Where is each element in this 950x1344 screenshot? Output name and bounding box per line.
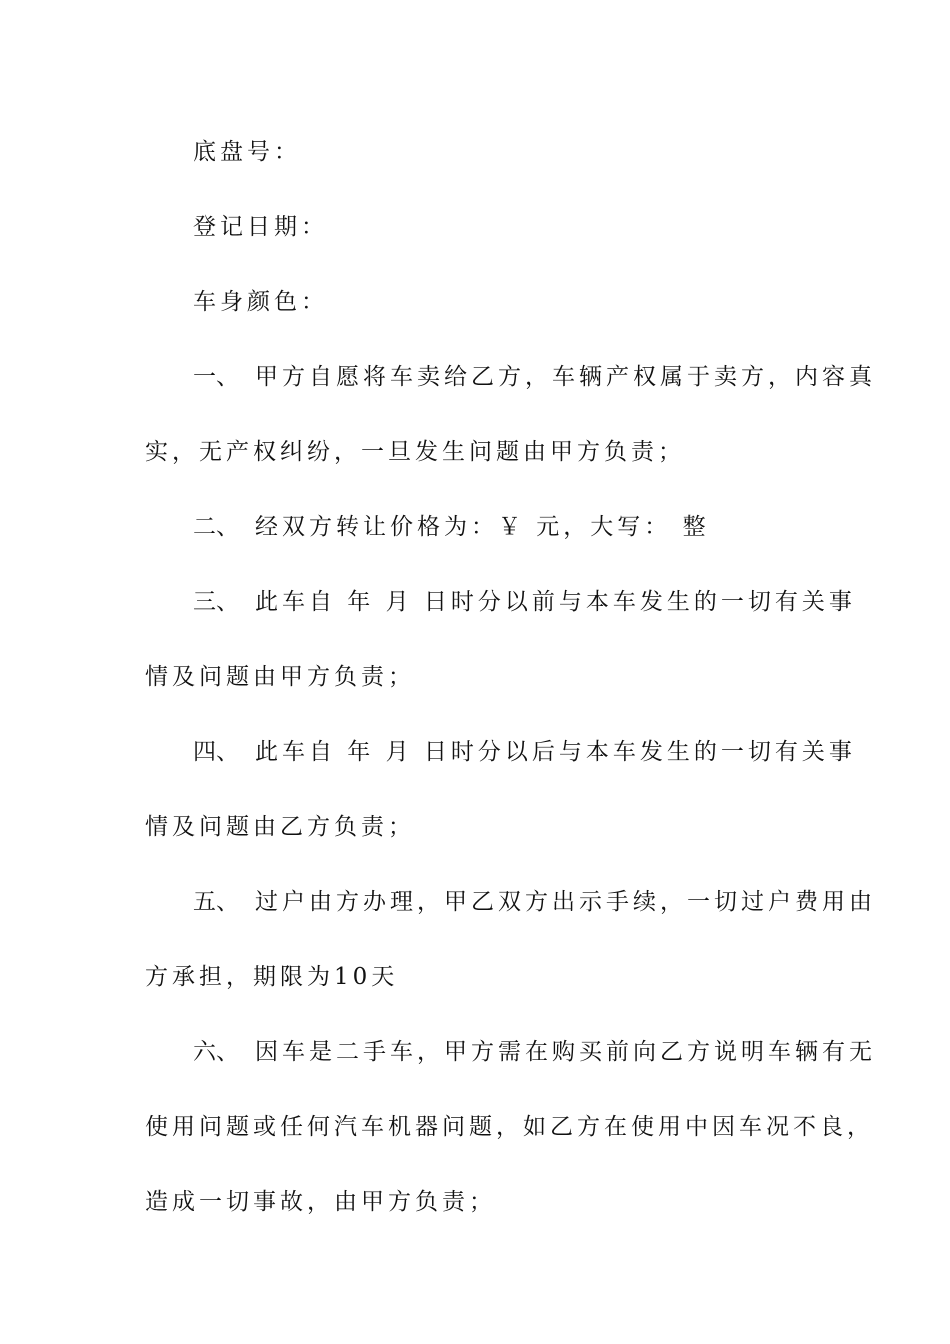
clause-5-line-2: 方承担，期限为10天 <box>145 964 399 990</box>
clause-2-text: 经双方转让价格为：￥ 元，大写： 整 <box>255 514 710 540</box>
clause-4-line-2: 情及问题由乙方负责； <box>145 814 415 840</box>
clause-1-number: 一、 <box>193 364 239 390</box>
clause-1-text: 甲方自愿将车卖给乙方，车辆产权属于卖方，内容真 <box>255 364 876 390</box>
registration-date-field: 登记日期： <box>193 214 328 240</box>
body-color-field: 车身颜色： <box>193 289 328 315</box>
clause-1-line-1 <box>193 362 876 392</box>
clause-4-line-1 <box>193 737 873 767</box>
clause-5-line-1 <box>193 887 876 917</box>
chassis-number-field: 底盘号： <box>193 139 301 165</box>
clause-5-number: 五、 <box>193 889 239 915</box>
clause-6-line-3: 造成一切事故，由甲方负责； <box>145 1189 496 1215</box>
clause-3-line-2: 情及问题由甲方负责； <box>145 664 415 690</box>
clause-2-number: 二、 <box>193 514 239 540</box>
clause-6-line-1 <box>193 1037 876 1067</box>
clause-6-number: 六、 <box>193 1039 239 1065</box>
clause-5-text: 过户由方办理，甲乙双方出示手续，一切过户费用由 <box>255 889 876 915</box>
clause-1-line-2: 实，无产权纠纷，一旦发生问题由甲方负责； <box>145 439 685 465</box>
clause-2-line-1 <box>193 512 873 542</box>
clause-3-text: 此车自 年 月 日时分以前与本车发生的一切有关事 <box>255 589 856 615</box>
clause-3-number: 三、 <box>193 589 239 615</box>
clause-4-number: 四、 <box>193 739 239 765</box>
clause-4-text: 此车自 年 月 日时分以后与本车发生的一切有关事 <box>255 739 856 765</box>
clause-6-text: 因车是二手车，甲方需在购买前向乙方说明车辆有无 <box>255 1039 876 1065</box>
clause-6-line-2: 使用问题或任何汽车机器问题，如乙方在使用中因车况不良， <box>145 1114 874 1140</box>
clause-3-line-1 <box>193 587 873 617</box>
